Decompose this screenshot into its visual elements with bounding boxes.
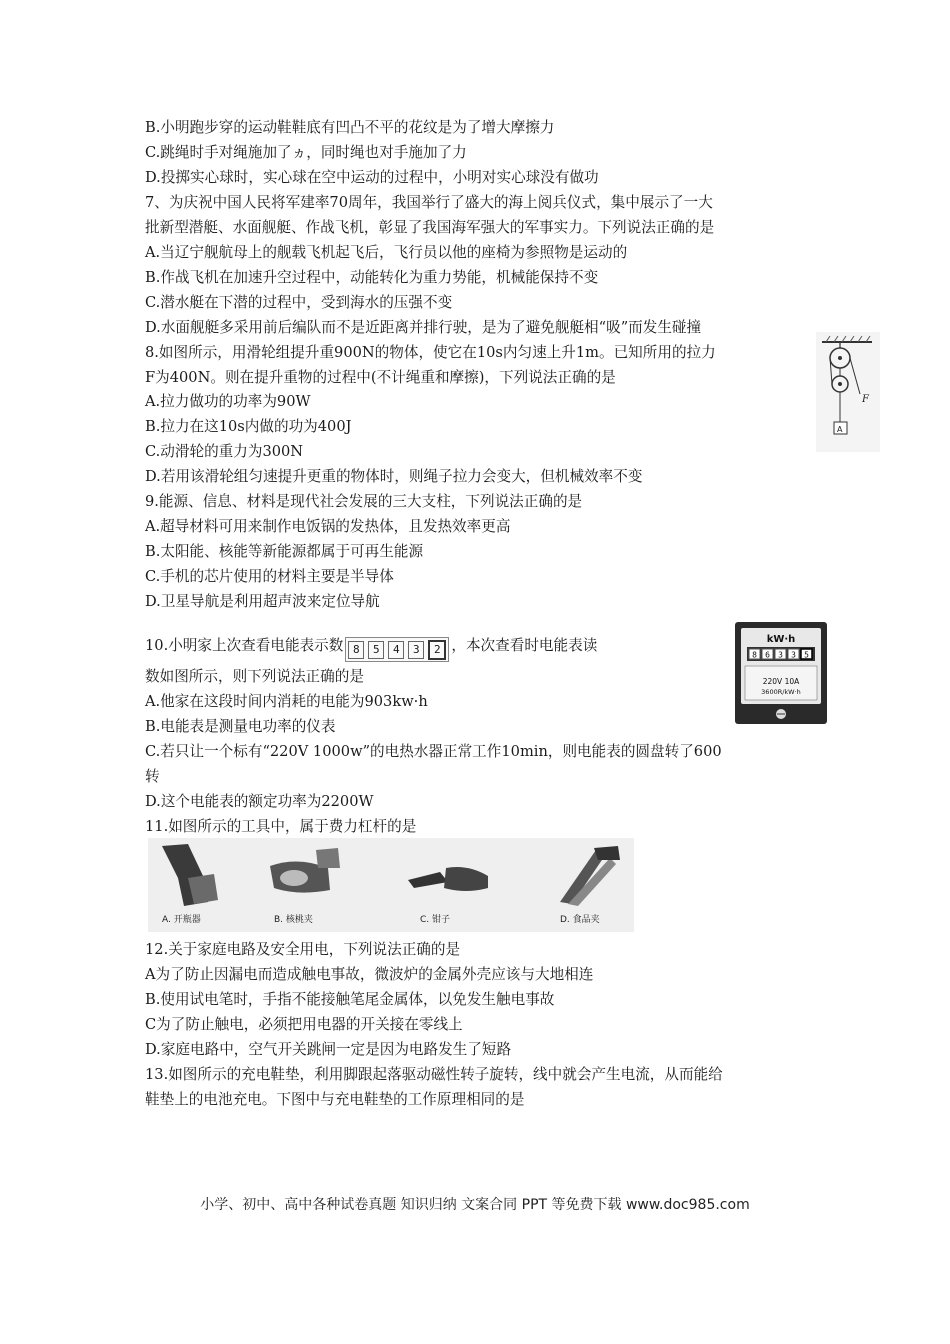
option-line: B.太阳能、核能等新能源都属于可再生能源 <box>145 543 424 560</box>
digit: 8 <box>348 641 364 659</box>
decimal-digit: 2 <box>428 640 446 660</box>
meter-unit: kW·h <box>766 634 796 645</box>
option-line: D.水面舰艇多采用前后编队而不是近距离并排行驶，是为了避免舰艇相“吸”而发生碰撞 <box>145 319 702 336</box>
question-11-stem: 11.如图所示的工具中，属于费力杠杆的是 <box>145 818 417 835</box>
option-line: A.拉力做功的功率为90W <box>145 393 311 410</box>
question-8-stem: F为400N。则在提升重物的过程中(不计绳重和摩擦)，下列说法正确的是 <box>145 369 616 386</box>
digit: 4 <box>388 641 404 659</box>
question-12-stem: 12.关于家庭电路及安全用电，下列说法正确的是 <box>145 941 461 958</box>
q10-after: ，本次查看时电能表读 <box>451 637 598 654</box>
option-line: D.家庭电路中，空气开关跳闸一定是因为电路发生了短路 <box>145 1041 512 1058</box>
tool-label: C. 钳子 <box>420 915 451 925</box>
option-line: B.使用试电笔时，手指不能接触笔尾金属体，以免发生触电事故 <box>145 991 555 1008</box>
option-line: 转 <box>145 768 160 785</box>
option-line: D.这个电能表的额定功率为2200W <box>145 793 374 810</box>
question-13-stem: 13.如图所示的充电鞋垫，利用脚跟起落驱动磁性转子旋转，线中就会产生电流，从而能给 <box>145 1066 723 1083</box>
svg-text:A: A <box>837 425 843 434</box>
option-line: B.作战飞机在加速升空过程中，动能转化为重力势能，机械能保持不变 <box>145 269 599 286</box>
text-line: D.投掷实心球时，实心球在空中运动的过程中，小明对实心球没有做功 <box>145 169 599 186</box>
option-line: A.他家在这段时间内消耗的电能为903kw·h <box>145 693 428 710</box>
digit: 3 <box>408 641 424 659</box>
question-10-stem <box>145 636 597 662</box>
tools-figure <box>148 838 634 932</box>
electric-meter-figure <box>735 622 827 724</box>
option-line: A为了防止因漏电而造成触电事故，微波炉的金属外壳应该与大地相连 <box>145 966 594 983</box>
tool-label: D. 食品夹 <box>560 915 600 925</box>
question-13-stem: 鞋垫上的电池充电。下图中与充电鞋垫的工作原理相同的是 <box>145 1091 525 1108</box>
meter-digit: 6 <box>765 650 770 660</box>
option-line: C为了防止触电，必须把用电器的开关接在零线上 <box>145 1016 463 1033</box>
text-line: C.跳绳时手对绳施加了ヵ，同时绳也对手施加了力 <box>145 144 467 161</box>
question-8-stem: 8.如图所示，用滑轮组提升重900N的物体，使它在10s内匀速上升1m。已知所用的拉力 <box>145 344 716 361</box>
meter-digit: 3 <box>791 650 796 660</box>
question-9-stem: 9.能源、信息、材料是现代社会发展的三大支柱，下列说法正确的是 <box>145 493 583 510</box>
tool-label: B. 核桃夹 <box>274 915 313 925</box>
option-line: C.手机的芯片使用的材料主要是半导体 <box>145 568 394 585</box>
question-7-stem: 批新型潜艇、水面舰艇、作战飞机，彰显了我国海军强大的军事实力。下列说法正确的是 <box>145 219 715 236</box>
meter-rating: 220V 10A <box>762 677 800 686</box>
old-meter-reading <box>345 637 449 662</box>
digit: 5 <box>368 641 384 659</box>
meter-revolutions: 3600R/kW·h <box>761 688 801 696</box>
option-line: C.潜水艇在下潜的过程中，受到海水的压强不变 <box>145 294 453 311</box>
meter-digit: 5 <box>804 650 809 660</box>
svg-text:F: F <box>862 394 869 405</box>
tool-label: A. 开瓶器 <box>162 915 201 925</box>
option-line: B.拉力在这10s内做的功为400J <box>145 418 352 435</box>
pulley-figure <box>816 332 880 452</box>
meter-digit: 8 <box>752 650 757 660</box>
option-line: C.若只让一个标有“220V 1000w”的电热水器正常工作10min，则电能表的圆盘转了600 <box>145 743 722 760</box>
question-7-stem: 7、为庆祝中国人民将军建率70周年，我国举行了盛大的海上阅兵仪式，集中展示了一大 <box>145 194 713 211</box>
option-line: B.电能表是测量电功率的仪表 <box>145 718 336 735</box>
meter-digit: 3 <box>778 650 783 660</box>
question-10-stem: 数如图所示，则下列说法正确的是 <box>145 668 364 685</box>
option-line: A.超导材料可用来制作电饭锅的发热体，且发热效率更高 <box>145 518 511 535</box>
option-line: D.卫星导航是利用超声波来定位导航 <box>145 593 380 610</box>
text-line: B.小明跑步穿的运动鞋鞋底有凹凸不平的花纹是为了增大摩擦力 <box>145 119 555 136</box>
option-line: C.动滑轮的重力为300N <box>145 443 304 460</box>
q10-before: 10.小明家上次查看电能表示数 <box>145 637 344 654</box>
page-footer: 小学、初中、高中各种试卷真题 知识归纳 文案合同 PPT 等免费下载 www.doc985.com <box>200 1197 750 1213</box>
option-line: D.若用该滑轮组匀速提升更重的物体时，则绳子拉力会变大，但机械效率不变 <box>145 468 643 485</box>
option-line: A.当辽宁舰航母上的舰载飞机起飞后，飞行员以他的座椅为参照物是运动的 <box>145 244 628 261</box>
